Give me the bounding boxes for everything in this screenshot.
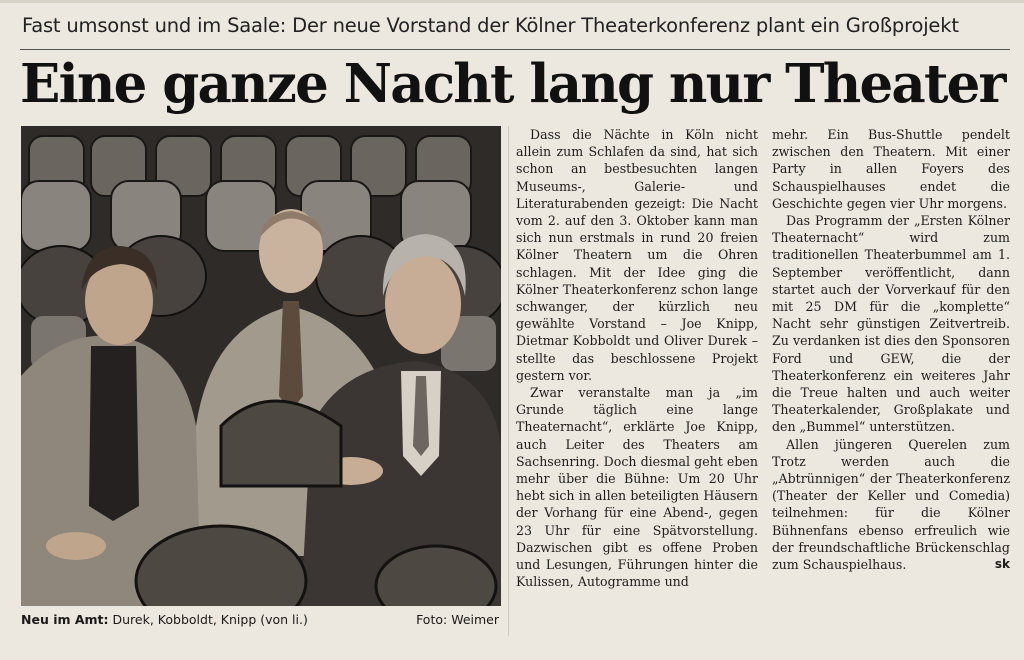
top-edge: [0, 0, 1024, 3]
theater-seats-photo: [21, 126, 501, 606]
article-column-1: [516, 126, 758, 590]
paragraph: [772, 436, 1010, 574]
article-kicker: Fast umsonst und im Saale: Der neue Vorstand der Kölner Theaterkonferenz plant ein Großprojekt: [22, 14, 959, 37]
article-photo: [21, 126, 501, 606]
paragraph: Zwar veranstalte man ja „im Grunde täglich eine lange Theaternacht“, erklärte Joe Knipp, auch Leiter des Theaters am Sachsenring. Doch diesmal geht eben mehr über die Bühne: Um 20 Uhr hebt sich in allen beteiligten Häusern der Vorhang für eine Abend-, gegen 23 Uhr für eine Spätvorstellung. Dazwischen gibt es offene Proben und Lesungen, Führungen hinter die Kulissen, Autogramme und: [516, 385, 758, 590]
article-column-2: [772, 126, 1010, 573]
photo-credit: Foto: Weimer: [416, 612, 499, 627]
article-headline: Eine ganze Nacht lang nur Theater: [20, 53, 1005, 115]
column-divider: [508, 126, 509, 636]
paragraph-text: Allen jüngeren Querelen zum Trotz werden auch die „Abtrünnigen“ der Theaterkonferenz (Theater der Keller und Comedia) teilnehmen: für die Kölner Bühnenfans ebenso erfreulich wie der freundschaftliche Brückenschlag zum Schauspielhaus.: [772, 436, 1010, 573]
photo-caption: [21, 612, 501, 636]
caption-lead: Neu im Amt:: [21, 612, 109, 627]
paragraph: Das Programm der „Ersten Kölner Theaternacht“ wird zum traditionellen Theaterbummel am 1. September veröffentlicht, dann startet auch der Vorverkauf für den mit 25 DM für die „komplette“ Nacht sehr günstigen Zeitvertreib. Zu verdanken ist dies den Sponsoren Ford und GEW, die der Theaterkonferenz ein weiteres Jahr die Treue halten und auch weiter Theaterkalender, Großplakate und den „Bummel“ unterstützen.: [772, 213, 1010, 435]
paragraph: Dass die Nächte in Köln nicht allein zum Schlafen da sind, hat sich schon an bestbesuchten langen Museums-, Galerie- und Literaturabenden gezeigt: Die Nacht vom 2. auf den 3. Oktober kann man sich nun erstmals in rund 20 freien Kölner Theatern um die Ohren schlagen. Mit der Idee ging die Kölner Theaterkonferenz schon lange schwanger, der kürzlich neu gewählte Vorstand – Joe Knipp, Dietmar Kobboldt und Oliver Durek – stellte das beschlossene Projekt gestern vor.: [516, 127, 758, 383]
paragraph: mehr. Ein Bus-Shuttle pendelt zwischen den Theatern. Mit einer Party in allen Foyers des Schauspielhauses endet die Geschichte gegen vier Uhr morgens.: [772, 127, 1010, 211]
author-signature: sk: [994, 557, 1010, 572]
caption-text: Durek, Kobboldt, Knipp (von li.): [108, 612, 308, 627]
